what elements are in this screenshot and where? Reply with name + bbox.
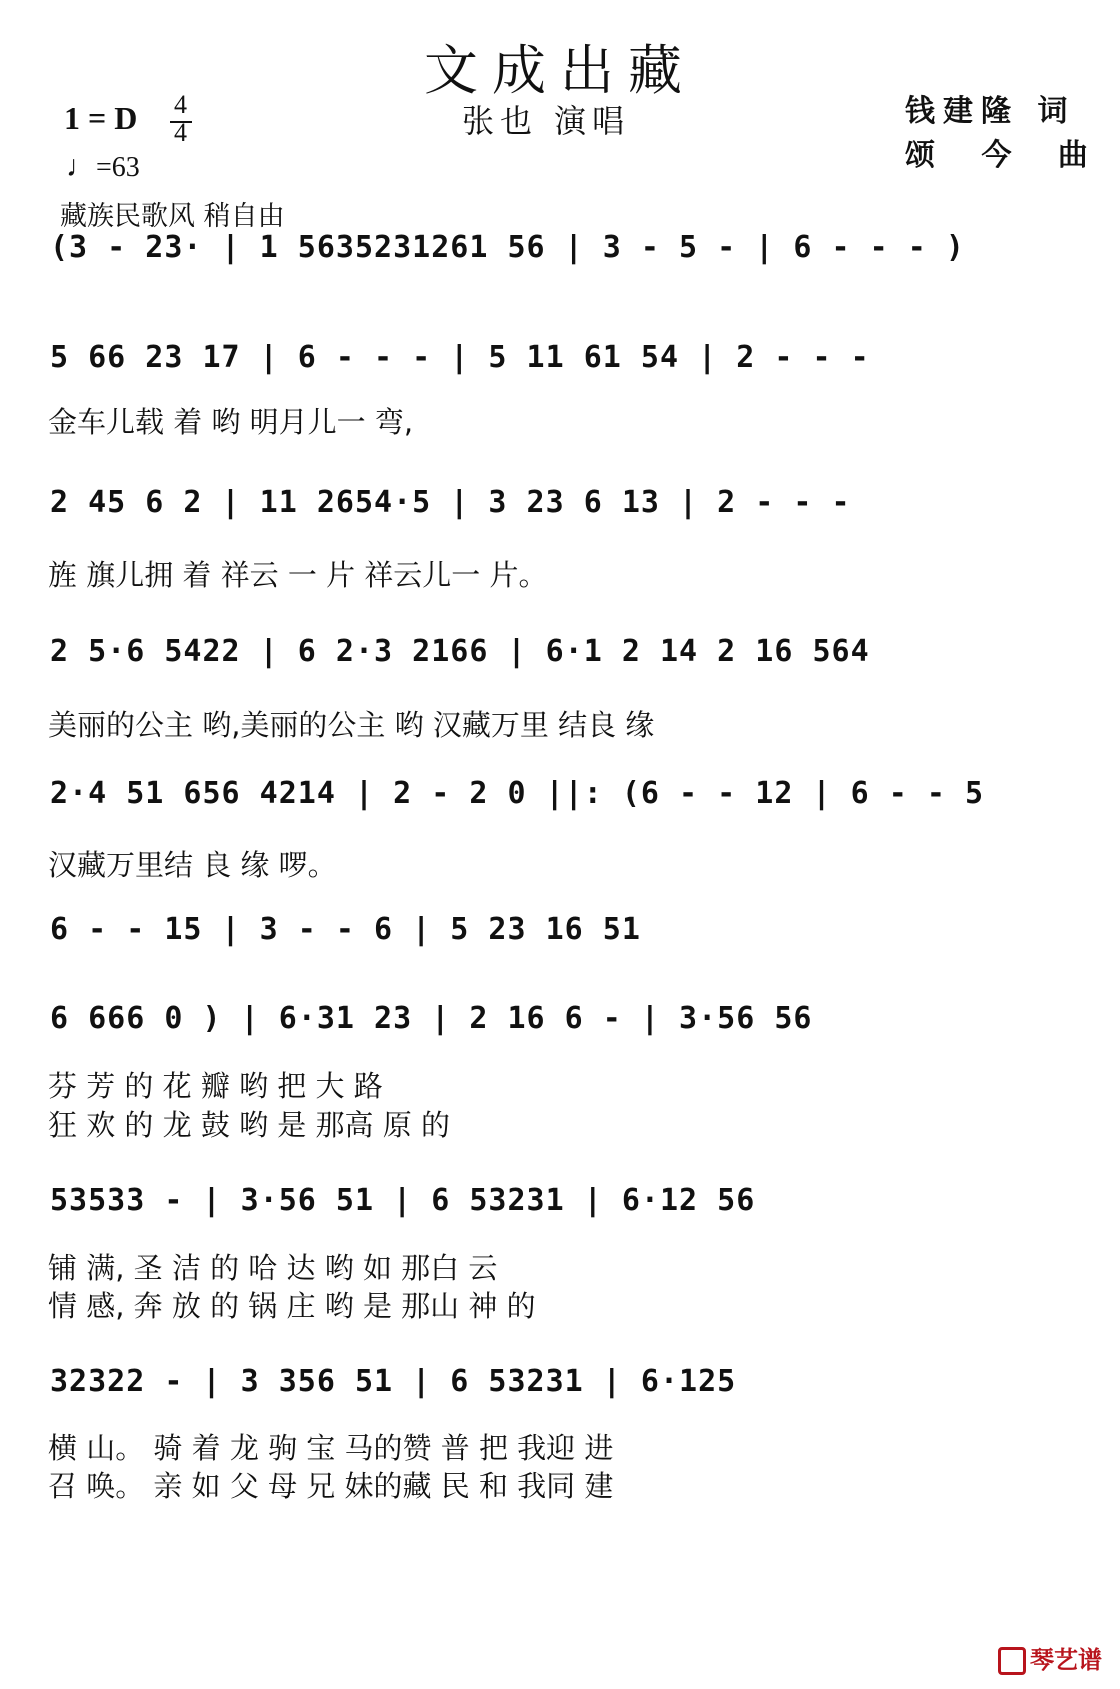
time-signature-denominator: 4	[174, 118, 187, 147]
lyric-line: 金车儿载 着 哟 明月儿一 弯,	[48, 405, 414, 439]
notation-line: 2 5·6 5422 | 6 2·3 2166 | 6·1 2 14 2 16 564	[50, 634, 870, 669]
watermark	[998, 1640, 1102, 1675]
notation-line: 6 - - 15 | 3 - - 6 | 5 23 16 51	[50, 912, 641, 947]
tempo-value: =63	[96, 152, 140, 183]
lyric-line: 召 唤。 亲 如 父 母 兄 妹的藏 民 和 我同 建	[48, 1469, 614, 1503]
lyricist-credit: 钱建隆 词	[905, 94, 1076, 129]
lyric-line: 美丽的公主 哟,美丽的公主 哟 汉藏万里 结良 缘	[48, 708, 655, 742]
lyric-line: 铺 满, 圣 洁 的 哈 达 哟 如 那白 云	[48, 1251, 498, 1285]
notation-line: 32322 - | 3 356 51 | 6 53231 | 6·125	[50, 1364, 737, 1399]
lyric-line: 情 感, 奔 放 的 锅 庄 哟 是 那山 神 的	[48, 1289, 536, 1323]
quarter-note-icon: ♩	[66, 150, 96, 183]
notation-line: 2 45 6 2 | 11 2654·5 | 3 23 6 13 | 2 - - -	[50, 485, 851, 520]
tempo-marking	[66, 150, 140, 184]
lyric-line: 芬 芳 的 花 瓣 哟 把 大 路	[48, 1069, 383, 1103]
lyric-line: 汉藏万里结 良 缘 啰。	[48, 848, 337, 882]
notation-line: 2·4 51 656 4214 | 2 - 2 0 ||: (6 - - 12 | 6 - - 5	[50, 776, 985, 811]
lyric-line: 横 山。 骑 着 龙 驹 宝 马的赞 普 把 我迎 进	[48, 1431, 614, 1465]
performer-credit: 张也 演唱	[462, 102, 631, 140]
notation-line: 6 666 0 ) | 6·31 23 | 2 16 6 - | 3·56 56	[50, 1001, 813, 1036]
composer-credit: 颂 今 曲	[905, 138, 1106, 173]
watermark-text: 琴艺谱	[1030, 1646, 1102, 1674]
song-title: 文成出藏	[424, 39, 696, 102]
style-marking: 藏族民歌风 稍自由	[60, 201, 285, 232]
notation-line: 53533 - | 3·56 51 | 6 53231 | 6·12 56	[50, 1183, 756, 1218]
qinzhipu-logo-icon	[998, 1647, 1026, 1675]
lyric-line: 狂 欢 的 龙 鼓 哟 是 那高 原 的	[48, 1108, 450, 1142]
key-signature: 1 = D	[64, 100, 138, 136]
notation-line: 5 66 23 17 | 6 - - - | 5 11 61 54 | 2 - - -	[50, 340, 870, 375]
notation-line: (3 - 23· | 1 5635231261 56 | 3 - 5 - | 6 - - - )	[50, 230, 965, 265]
lyric-line: 旌 旗儿拥 着 祥云 一 片 祥云儿一 片。	[48, 558, 548, 592]
time-signature-numerator: 4	[174, 90, 187, 119]
